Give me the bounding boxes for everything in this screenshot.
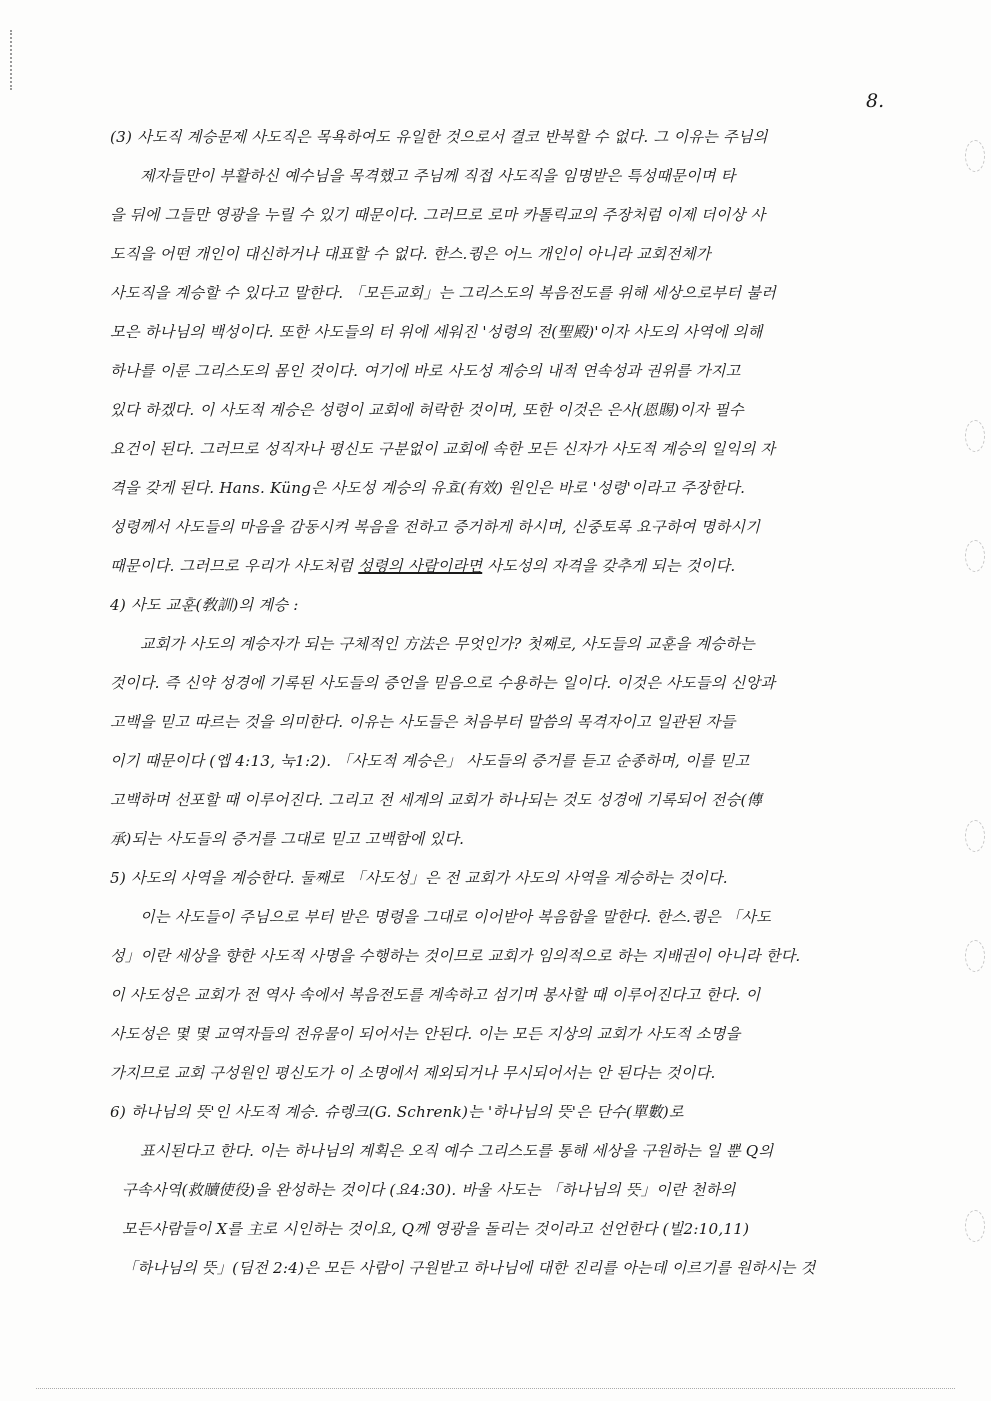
text-line: 이는 사도들이 주님으로 부터 받은 명령을 그대로 이어받아 복음함을 말한다. 한스.큉은 「사도 bbox=[140, 908, 771, 926]
text-line: 하나를 이룬 그리스도의 몸인 것이다. 여기에 바로 사도성 계승의 내적 연속성과 권위를 가지고 bbox=[110, 362, 741, 380]
text-line: 제자들만이 부활하신 예수님을 목격했고 주님께 직접 사도직을 임명받은 특성때문이며 타 bbox=[140, 167, 736, 185]
text-line: 이기 때문이다 (엡 4:13, 눅1:2). 「사도적 계승은」 사도들의 증거를 듣고 순종하며, 이를 믿고 bbox=[110, 752, 750, 770]
page-bottom-edge bbox=[36, 1388, 955, 1389]
section-heading-line: 5) 사도의 사역을 계승한다. 둘째로 「사도성」은 전 교회가 사도의 사역을 계승하는 것이다. bbox=[110, 869, 728, 887]
text-line: 요건이 된다. 그러므로 성직자나 평신도 구분없이 교회에 속한 모든 신자가 사도적 계승의 일익의 자 bbox=[110, 440, 776, 458]
text-line: 고백하며 선포할 때 이루어진다. 그리고 전 세계의 교회가 하나되는 것도 성경에 기록되어 전승(傳 bbox=[110, 791, 762, 809]
binder-hole bbox=[965, 420, 985, 452]
text-line: (3) 사도직 계승문제 사도직은 목욕하여도 유일한 것으로서 결코 반복할 수 없다. 그 이유는 주님의 bbox=[110, 128, 768, 146]
text-line: 것이다. 즉 신약 성경에 기록된 사도들의 증언을 믿음으로 수용하는 일이다. 이것은 사도들의 신앙과 bbox=[110, 674, 776, 692]
text-line: 이 사도성은 교회가 전 역사 속에서 복음전도를 계속하고 섬기며 봉사할 때 이루어진다고 한다. 이 bbox=[110, 986, 761, 1004]
text-line: 구속사역(救贖使役)을 완성하는 것이다 (요4:30). 바울 사도는 「하나님의 뜻」이란 천하의 bbox=[122, 1181, 736, 1199]
section-heading-line: 6) 하나님의 뜻'인 사도적 계승. 슈렝크(G. Schrenk)는 '하나님의 뜻'은 단수(單數)로 bbox=[110, 1103, 684, 1121]
section-heading-line: 4) 사도 교훈(敎訓)의 계승 : bbox=[110, 596, 299, 614]
text-line: 고백을 믿고 따르는 것을 의미한다. 이유는 사도들은 처음부터 말씀의 목격자이고 일관된 자들 bbox=[110, 713, 736, 731]
text-line: 모은 하나님의 백성이다. 또한 사도들의 터 위에 세워진 '성령의 전(聖殿)'이자 사도의 사역에 의해 bbox=[110, 323, 763, 341]
text-line: 도직을 어떤 개인이 대신하거나 대표할 수 없다. 한스.큉은 어느 개인이 아니라 교회전체가 bbox=[110, 245, 711, 263]
handwritten-text-body bbox=[110, 118, 910, 1298]
binder-hole bbox=[965, 820, 985, 852]
binder-hole bbox=[965, 140, 985, 172]
text-line: 承)되는 사도들의 증거를 그대로 믿고 고백함에 있다. bbox=[110, 830, 465, 848]
text-segment: 때문이다. 그러므로 우리가 사도처럼 bbox=[110, 557, 359, 575]
text-line: 가지므로 교회 구성원인 평신도가 이 소명에서 제외되거나 무시되어서는 안 된다는 것이다. bbox=[110, 1064, 716, 1082]
text-line: 모든사람들이 X를 主로 시인하는 것이요, Q께 영광을 돌리는 것이라고 선언한다 (빌2:10,11) bbox=[122, 1220, 750, 1238]
binder-hole bbox=[965, 1210, 985, 1242]
binder-hole bbox=[965, 940, 985, 972]
binder-holes bbox=[957, 60, 987, 1360]
text-line: 교회가 사도의 계승자가 되는 구체적인 方法은 무엇인가? 첫째로, 사도들의 교훈을 계승하는 bbox=[140, 635, 755, 653]
text-line: 표시된다고 한다. 이는 하나님의 계획은 오직 예수 그리스도를 통해 세상을 구원하는 일 뿐 Q의 bbox=[140, 1142, 774, 1160]
text-line: 있다 하겠다. 이 사도적 계승은 성령이 교회에 허락한 것이며, 또한 이것은 은사(恩賜)이자 필수 bbox=[110, 401, 744, 419]
binder-hole bbox=[965, 540, 985, 572]
text-line: 성령께서 사도들의 마음을 감동시켜 복음을 전하고 증거하게 하시며, 신중토록 요구하여 명하시기 bbox=[110, 518, 761, 536]
page-number: 8. bbox=[866, 90, 885, 112]
text-line: 사도직을 계승할 수 있다고 말한다. 「모든교회」는 그리스도의 복음전도를 위해 세상으로부터 불러 bbox=[110, 284, 777, 302]
text-line: 격을 갖게 된다. Hans. Küng은 사도성 계승의 유효(有效) 원인은 바로 '성령'이라고 주장한다. bbox=[110, 479, 746, 497]
text-line: 성」이란 세상을 향한 사도적 사명을 수행하는 것이므로 교회가 임의적으로 하는 지배권이 아니라 한다. bbox=[110, 947, 801, 965]
text-line: 「하나님의 뜻」(딤전 2:4)은 모든 사람이 구원받고 하나님에 대한 진리를 아는데 이르기를 원하시는 것 bbox=[122, 1259, 816, 1277]
underlined-phrase: 성령의 사람이라면 bbox=[358, 557, 483, 575]
text-segment: 사도성의 자격을 갖추게 되는 것이다. bbox=[482, 557, 736, 575]
scan-margin-mark bbox=[10, 30, 16, 90]
text-line bbox=[110, 547, 910, 586]
text-line: 을 뒤에 그들만 영광을 누릴 수 있기 때문이다. 그러므로 로마 카톨릭교의 주장처럼 이제 더이상 사 bbox=[110, 206, 766, 224]
text-line: 사도성은 몇 몇 교역자들의 전유물이 되어서는 안된다. 이는 모든 지상의 교회가 사도적 소명을 bbox=[110, 1025, 741, 1043]
